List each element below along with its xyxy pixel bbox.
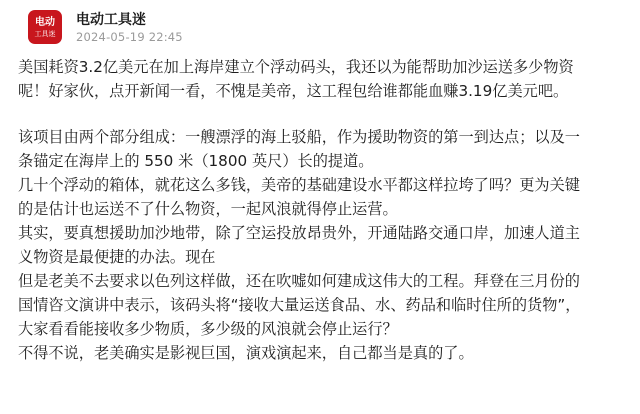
paragraph-6 xyxy=(18,341,630,365)
post-header xyxy=(0,0,640,52)
post-body xyxy=(18,55,630,365)
line: 义物资是最便捷的办法。现在 xyxy=(18,248,216,266)
line: 美国耗资3.2亿美元在加上海岸建立个浮动码头，我还以为能帮助加沙运送多少物资 xyxy=(18,58,574,76)
line: 呢！好家伙，点开新闻一看，不愧是美帝，这工程包给谁都能血赚3.19亿美元吧。 xyxy=(18,82,569,100)
line: 几十个浮动的箱体，就花这么多钱，美帝的基础建设水平都这样拉垮了吗？更为关键 xyxy=(18,176,580,194)
paragraph-4 xyxy=(18,221,630,269)
line: 条锚定在海岸上的 550 米（1800 英尺）长的提道。 xyxy=(18,152,374,170)
avatar[interactable] xyxy=(28,10,62,44)
avatar-logo-subtext: 工具迷 xyxy=(34,29,56,38)
line: 但是老美不去要求以色列这样做，还在吹嘘如何建成这伟大的工程。拜登在三月份的 xyxy=(18,272,580,290)
line: 大家看看能接收多少物质，多少级的风浪就会停止运行？ xyxy=(18,320,398,338)
paragraph-1 xyxy=(18,55,630,103)
line: 国情咨文演讲中表示，该码头将“接收大量运送食品、水、药品和临时住所的货物”， xyxy=(18,296,581,314)
line: 其实，要真想援助加沙地带，除了空运投放昂贵外，开通陆路交通口岸，加速人道主 xyxy=(18,224,580,242)
line: 的是估计也运送不了什么物资，一起风浪就得停止运营。 xyxy=(18,200,398,218)
author-name[interactable]: 电动工具迷 xyxy=(76,12,146,28)
line: 该项目由两个部分组成：一艘漂浮的海上驳船，作为援助物资的第一到达点；以及一 xyxy=(18,128,580,146)
paragraph-3 xyxy=(18,173,630,221)
line: 不得不说，老美确实是影视巨国，演戏演起来，自己都当是真的了。 xyxy=(18,344,474,362)
avatar-logo-text: 电动 xyxy=(35,16,55,28)
post-timestamp: 2024-05-19 22:45 xyxy=(76,30,183,44)
paragraph-2 xyxy=(18,125,630,173)
paragraph-5 xyxy=(18,269,630,341)
